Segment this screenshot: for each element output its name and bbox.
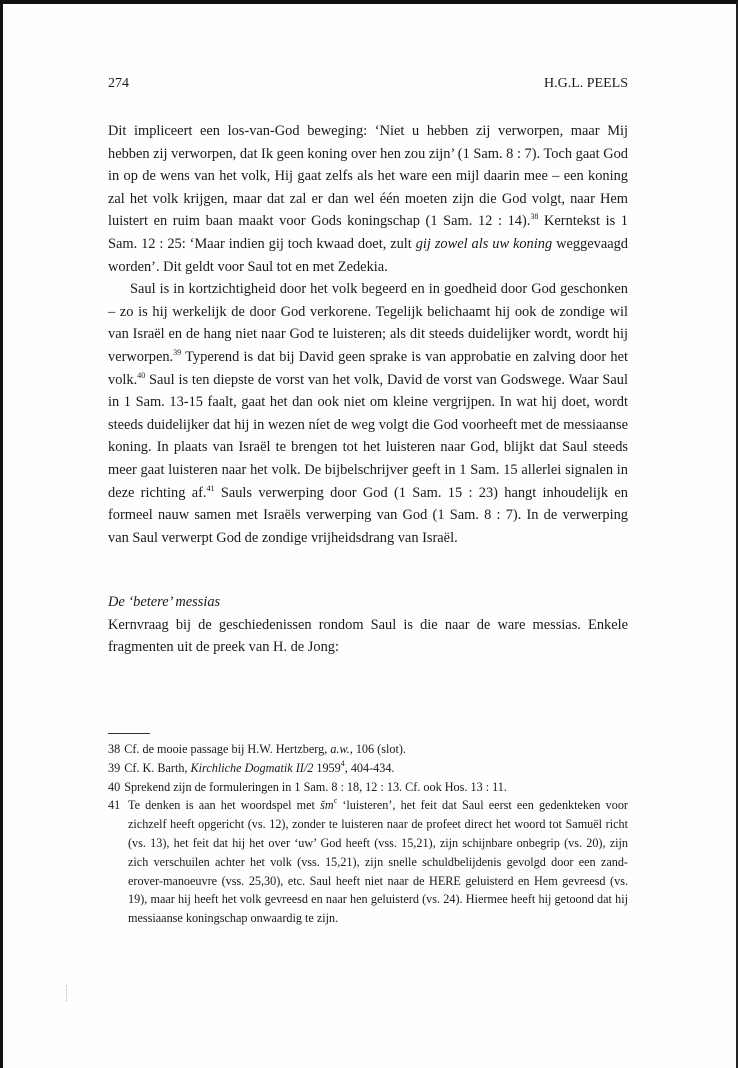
footnote-ref: 38 bbox=[530, 212, 539, 222]
section bbox=[108, 591, 628, 659]
section-heading: De ‘betere’ messias bbox=[108, 594, 221, 611]
footnote: 38 Cf. de mooie passage bij H.W. Hertzberg, a.w., 106 (slot). bbox=[108, 740, 628, 759]
footnote: 40 Sprekend zijn de formuleringen in 1 Sam. 8 : 18, 12 : 13. Cf. ook Hos. 13 : 11. bbox=[108, 778, 628, 797]
paragraph: Kernvraag bij de geschiedenissen rondom Saul is die naar de ware messias. Enkele fragmenten uit de preek van H. de Jong: bbox=[108, 616, 628, 656]
paragraph: Dit impliceert een los-van-God beweging: ‘Niet u hebben zij verworpen, maar Mij hebben zij verworpen, dat Ik geen koning over hen zou zijn’ (1 Sam. 8 : 7). Toch gaat God in op de wens van het volk, Hij gaat zelfs als het ware een mijl daarin mee – een koning zal het volk krijgen, maar dat zal er dan wel één moeten zijn die God volgt, naar Hem luistert en ruim baan maakt voor Gods koningschap (1 Sam. 12 : 14).$^{38}$ Kerntekst is 1 Sam. 12 : 25: ‘Maar indien gij toch kwaad doet, zult gij zowel als uw koning weggevaagd worden’. Dit geldt voor Saul tot en met Zedekia. bbox=[108, 123, 628, 275]
footnote-ref: 41 bbox=[206, 483, 215, 493]
main-text bbox=[108, 120, 628, 659]
footnote-number: 41 bbox=[108, 798, 121, 813]
footnote-divider bbox=[108, 733, 150, 734]
footnote-ref: 39 bbox=[173, 347, 182, 357]
footnote: 41 Te denken is aan het woordspel met $šm^c$ ‘luisteren’, het feit dat Saul eerst een gedenkteken voor zichzelf heeft opgericht (vs. 12), zonder te luisteren naar de profeet direct het woord tot Samuël richt (vs. 13), het feit dat hij het over ‘uw’ God heeft (vss. 15,21), zijn schijnbare onbegrip (vs. 20), zijn zich verschuilen achter het volk (vss. 15,21), zijn snelle schuldbelijdenis gevolgd door een zand-erover-manoeuvre (vss. 25,30), etc. Saul heeft niet naar de HERE geluisterd en Hem gevreesd (vs. 19), maar hij heeft het volk gevreesd en naar hen geluisterd (vs. 24). Hiermee heeft hij getoond dat hij messiaanse koningschap onwaardig te zijn. bbox=[108, 796, 628, 928]
paragraph: Saul is in kortzichtigheid door het volk begeerd en in goedheid door God geschonken – zo is hij werkelijk de door God verkorene. Tegelijk belichaamt hij ook de zondige wil van Israël en de hang niet naar God te luisteren; als dit steeds duidelijker wordt, wordt hij verworpen.$^{39}$ Typerend is dat bij David geen sprake is van approbatie en zalving door het volk.$^{40}$ Saul is ten diepste de vorst van het volk, David de vorst van Godswege. Waar Saul in 1 Sam. 13-15 faalt, gaat het dan ook niet om kleine vergrijpen. In wat hij doet, wordt steeds duidelijker dat hij in wezen níet de weg volgt die God voorheeft met de messiaanse koning. In plaats van Israël te brengen tot het luisteren naar God, blijkt dat Saul steeds meer gaat luisteren naar het volk. De bijbelschrijver geeft in 1 Sam. 15 allerlei signalen in deze richting af.$^{41}$ Sauls verwerping door God (1 Sam. 15 : 23) hangt inhoudelijk en formeel nauw samen met Israëls verwerping van God (1 Sam. 8 : 7). In de verwerping van Saul verwerpt God de zondige vrijheidsdrang van Israël. bbox=[108, 281, 628, 546]
running-head bbox=[108, 74, 628, 94]
footnote-number: 38 bbox=[108, 742, 121, 756]
footnote: 39 Cf. K. Barth, Kirchliche Dogmatik II/2 1959$^4$, 404-434. bbox=[108, 759, 628, 778]
running-head-author: H.G.L. PEELS bbox=[544, 76, 628, 91]
footnote-number: 39 bbox=[108, 760, 121, 775]
page-body bbox=[108, 74, 628, 659]
footnotes bbox=[108, 733, 628, 928]
footnote-number: 40 bbox=[108, 779, 121, 794]
page-number: 274 bbox=[108, 76, 129, 91]
emphasis: gij zowel als uw koning bbox=[415, 235, 553, 252]
scan-artifact bbox=[66, 985, 69, 1001]
footnote-ref: 40 bbox=[137, 370, 146, 380]
